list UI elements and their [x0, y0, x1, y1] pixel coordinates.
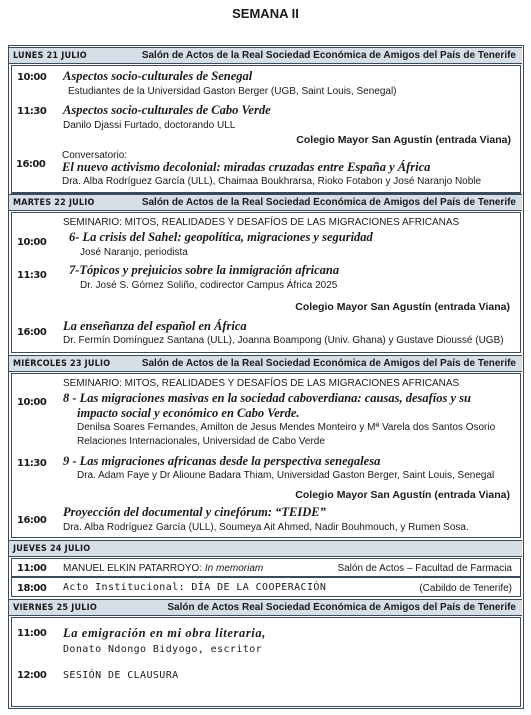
session-text: SESIÓN DE CLAUSURA [63, 670, 179, 681]
session-time: 18:00 [17, 583, 47, 594]
session-title: Proyección del documental y cinefórum: “TEIDE” [63, 505, 326, 519]
session-time: 10:00 [17, 397, 47, 408]
day-header-friday [9, 599, 522, 616]
alt-venue: Colegio Mayor San Agustín (entrada Viana) [296, 134, 511, 146]
day-header-thursday [9, 540, 522, 557]
day-venue: Salón de Actos de la Real Sociedad Económica de Amigos del País de Tenerife [141, 358, 516, 369]
schedule-table [8, 45, 524, 709]
session-block [11, 212, 521, 353]
session-speaker: Donato Ndongo Bidyogo, escritor [63, 644, 263, 655]
seminar-title: SEMINARIO: MITOS, REALIDADES Y DESAFÍOS DE LAS MIGRACIONES AFRICANAS [63, 378, 460, 389]
session-title: El nuevo activismo decolonial: miradas cruzadas entre España y África [62, 160, 431, 174]
session-affiliation: Relaciones Internacionales, Universidad de Cabo Verde [77, 436, 325, 447]
session-title: 9 - Las migraciones africanas desde la perspectiva senegalesa [63, 454, 381, 468]
day-name: MIÉRCOLES 23 JULIO [13, 359, 111, 369]
session-title: La enseñanza del español en África [63, 319, 247, 333]
session-speaker: Danilo Djassi Furtado, doctorando ULL [63, 120, 236, 131]
session-time: 11:30 [17, 106, 47, 117]
session-speaker: Dra. Alba Rodríguez García (ULL), Chaimaa Boukhrarsa, Rioko Fotabon y José Naranjo Noble [62, 176, 482, 187]
session-title-cont: impacto social y económico en Cabo Verde. [77, 406, 300, 420]
session-speaker: Dr. Fermín Domínguez Santana (ULL), Joanna Boampong (Univ. Ghana) y Gustave Dioussé (UGB) [63, 335, 504, 346]
alt-venue: Colegio Mayor San Agustín (entrada Viana) [295, 301, 510, 313]
session-block [11, 617, 521, 707]
day-name: JUEVES 24 JULIO [13, 544, 91, 554]
session-speaker: Dra. Alba Rodríguez García (ULL), Soumeya Ait Ahmed, Nadir Bouhmouch, y Rumen Sosa. [63, 522, 469, 533]
session-time: 10:00 [17, 72, 47, 83]
session-row [11, 558, 521, 577]
seminar-title: SEMINARIO: MITOS, REALIDADES Y DESAFÍOS DE LAS MIGRACIONES AFRICANAS [63, 217, 460, 228]
page-title: SEMANA II [232, 6, 299, 21]
session-title: Aspectos socio-culturales de Senegal [63, 69, 253, 83]
session-title: 7-Tópicos y prejuicios sobre la inmigración africana [69, 263, 340, 277]
session-kind: Conversatorio: [62, 150, 128, 161]
session-time: 16:00 [17, 515, 47, 526]
session-speaker: José Naranjo, periodista [80, 247, 188, 258]
session-place: (Cabildo de Tenerife) [419, 583, 512, 594]
day-venue: Salón de Actos de la Real Sociedad Económica de Amigos del País de Tenerife [141, 50, 516, 61]
day-venue: Salón de Actos Real Sociedad Económica de Amigos del País de Tenerife [167, 602, 516, 613]
day-name: MARTES 22 JULIO [13, 198, 95, 208]
session-title: 8 - Las migraciones masivas en la sociedad caboverdiana: causas, desafíos y su [63, 391, 471, 405]
day-header-monday [9, 47, 522, 64]
session-time: 11:30 [17, 458, 47, 469]
session-time: 16:00 [17, 327, 47, 338]
session-time: 10:00 [17, 237, 47, 248]
session-block-afternoon [11, 130, 521, 193]
alt-venue: Colegio Mayor San Agustín (entrada Viana) [295, 489, 510, 501]
session-block [11, 373, 521, 538]
session-place: Salón de Actos – Facultad de Farmacia [337, 563, 512, 574]
session-time: 11:30 [17, 270, 47, 281]
session-speaker: Estudiantes de la Universidad Gaston Berger (UGB, Saint Louis, Senegal) [68, 86, 397, 97]
session-row [11, 577, 521, 597]
session-speaker: Denilsa Soares Fernandes, Amilton de Jesus Mendes Monteiro y Mª Varela dos Santos Osorio [77, 422, 496, 433]
day-name: LUNES 21 JULIO [13, 51, 87, 61]
session-time: 12:00 [17, 670, 47, 681]
session-speaker: Dra. Adam Faye y Dr Alioune Badara Thiam, Universidad Gaston Berger, Saint Louis, Senegal [77, 470, 495, 481]
session-text: Acto Institucional: DÍA DE LA COOPERACIÓN [63, 582, 327, 593]
day-venue: Salón de Actos de la Real Sociedad Económica de Amigos del País de Tenerife [141, 197, 516, 208]
session-title: Aspectos socio-culturales de Cabo Verde [63, 103, 271, 117]
day-header-wednesday [9, 355, 522, 372]
session-title: 6- La crisis del Sahel: geopolítica, migraciones y seguridad [69, 230, 373, 244]
session-title: La emigración en mi obra literaria, [63, 626, 266, 640]
day-name: VIERNES 25 JULIO [13, 603, 97, 613]
session-text: MANUEL ELKIN PATARROYO: In memoriam [63, 563, 264, 574]
session-time: 16:00 [16, 159, 46, 170]
session-time: 11:00 [17, 628, 47, 639]
day-header-tuesday [9, 194, 522, 211]
session-speaker: Dr. José S. Gómez Soliño, codirector Campus África 2025 [80, 280, 338, 291]
session-time: 11:00 [17, 563, 47, 574]
